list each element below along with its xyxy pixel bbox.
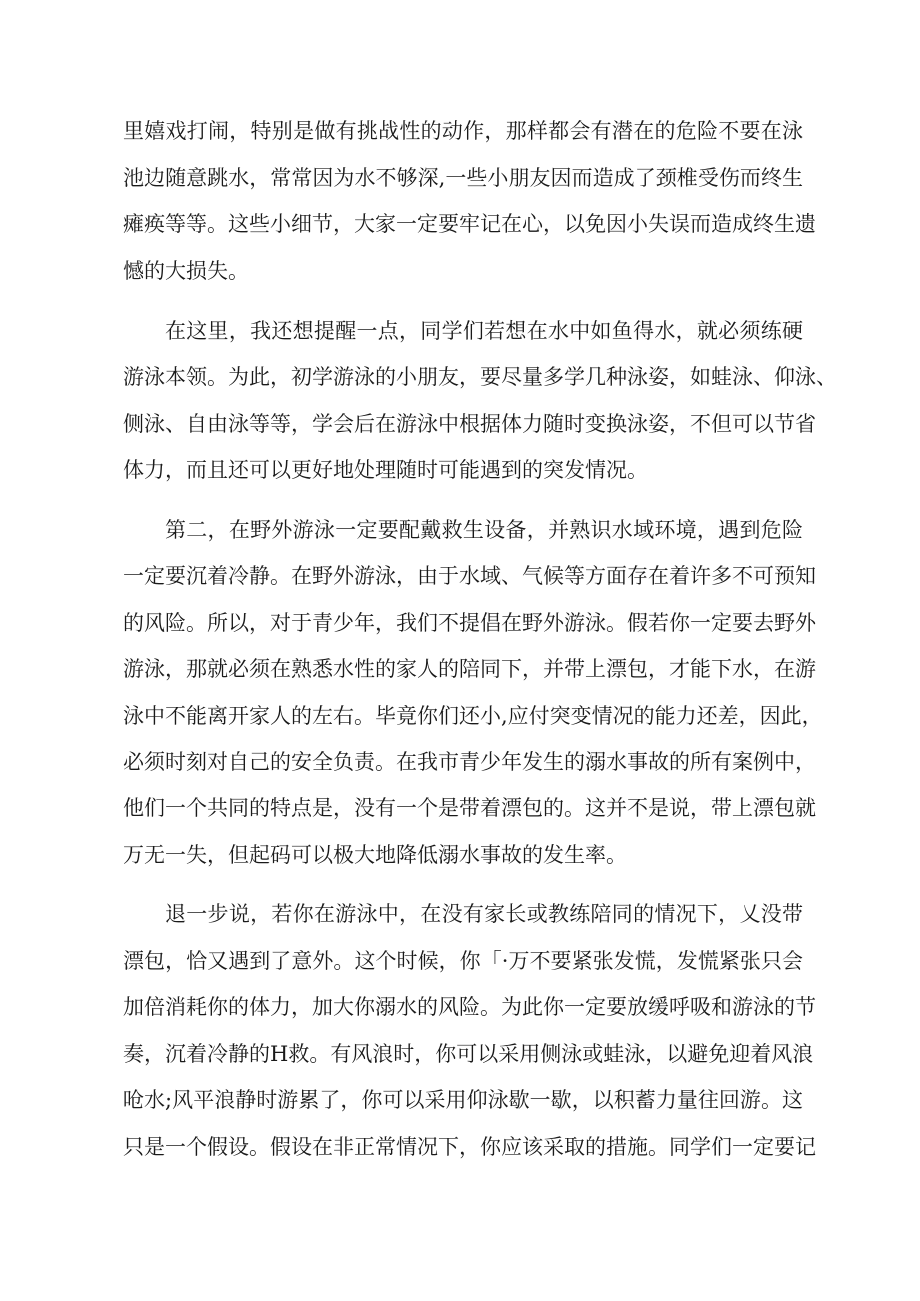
paragraph-1-line-4: 憾的大损失。 — [123, 259, 249, 283]
paragraph-3-line-1: 第二，在野外游泳一定要配戴救生设备，并熟识水域环境，遇到危险 — [165, 518, 803, 542]
paragraph-4-line-5: 呛水;风平浪静时游累了，你可以采用仰泳歇一歇，以积蓄力量往回游。这 — [123, 1088, 803, 1112]
paragraph-3-line-4: 游泳，那就必须在熟悉水性的家人的陪同下，并带上漂包，才能下水，在游 — [123, 657, 816, 681]
paragraph-3-line-2: 一定要沉着冷静。在野外游泳，由于水域、气候等方面存在着许多不可预知 — [123, 564, 816, 588]
paragraph-3-line-6: 必须时刻对自己的安全负责。在我市青少年发生的溺水事故的所有案例中， — [123, 750, 816, 774]
paragraph-1-line-2: 池边随意跳水，常常因为水不够深,一些小朋友因而造成了颈椎受伤而终生 — [123, 166, 803, 190]
paragraph-3-line-3: 的风险。所以，对于青少年，我们不提倡在野外游泳。假若你一定要去野外 — [123, 611, 816, 635]
paragraph-2-line-1: 在这里，我还想提醒一点，同学们若想在水中如鱼得水，就必须练硬 — [165, 319, 803, 343]
paragraph-4-line-3: 加倍消耗你的体力，加大你溺水的风险。为此你一定要放缓呼吸和游泳的节 — [123, 995, 816, 1019]
paragraph-2-line-3: 侧泳、自由泳等等，学会后在游泳中根据体力随时变换泳姿，不但可以节省 — [123, 412, 816, 436]
paragraph-1-line-1: 里嬉戏打闹，特别是做有挑战性的动作，那样都会有潜在的危险不要在泳 — [123, 119, 803, 143]
paragraph-4-line-4: 奏，沉着冷静的H救。有风浪时，你可以采用侧泳或蛙泳，以避免迎着风浪 — [123, 1042, 814, 1066]
paragraph-2-line-2: 游泳本领。为此，初学游泳的小朋友，要尽量多学几种泳姿，如蛙泳、仰泳、 — [123, 365, 837, 389]
paragraph-4-line-6: 只是一个假设。假设在非正常情况下，你应该采取的措施。同学们一定要记 — [123, 1135, 816, 1159]
paragraph-4-line-1: 退一步说，若你在游泳中，在没有家长或教练陪同的情况下，乂没带 — [165, 902, 803, 926]
paragraph-3-line-8: 万无一失，但起码可以极大地降低溺水事故的发生率。 — [123, 843, 627, 867]
paragraph-1-line-3: 瘫痪等等。这些小细节，大家一定要牢记在心，以免因小失误而造成终生遗 — [123, 212, 816, 236]
paragraph-4-line-2: 漂包，恰又遇到了意外。这个时候，你「·万不要紧张发慌，发慌紧张只会 — [123, 949, 803, 973]
paragraph-3-line-7: 他们一个共同的特点是，没有一个是带着漂包的。这并不是说，带上漂包就 — [123, 796, 816, 820]
paragraph-2-line-4: 体力，而且还可以更好地处理随时可能遇到的突发情况。 — [123, 458, 648, 482]
paragraph-3-line-5: 泳中不能离开家人的左右。毕竟你们还小,应付突变情况的能力还差，因此， — [123, 704, 823, 728]
